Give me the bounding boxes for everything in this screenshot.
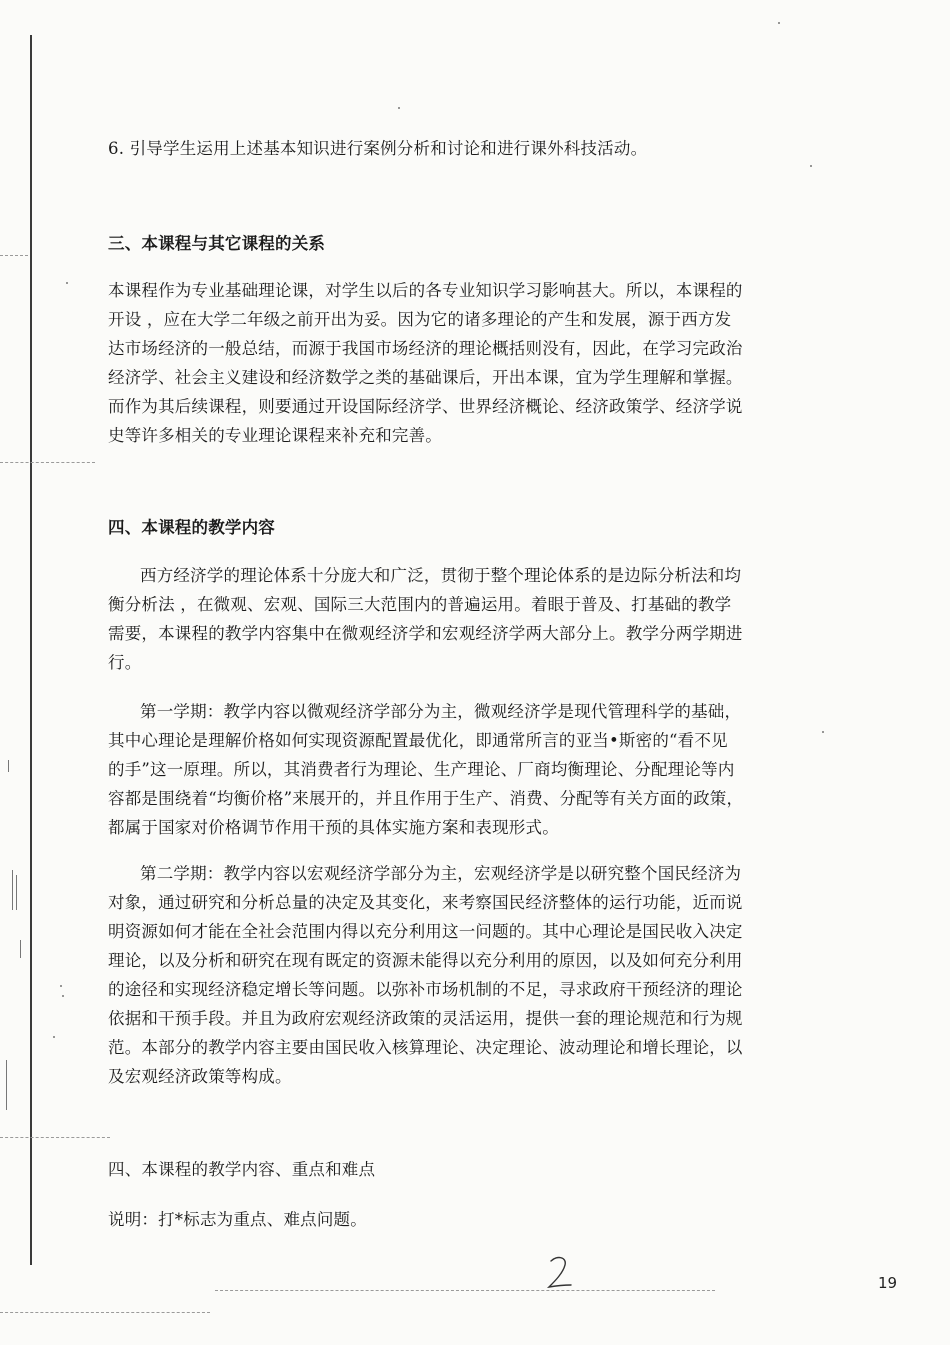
scan-speck [778,22,780,24]
section-4-intro-line: 需要，本课程的教学内容集中在微观经济学和宏观经济学两大部分上。教学分两学期进 [108,624,743,643]
scan-dash [0,1137,110,1139]
term-2-line: 理论，以及分析和研究在现有既定的资源未能得以充分利用的原因，以及如何充分利用 [108,951,743,970]
section-4b-heading: 四、本课程的教学内容、重点和难点 [108,1160,376,1179]
scan-speck [60,985,62,987]
section-3-line: 本课程作为专业基础理论课，对学生以后的各专业知识学习影响甚大。所以，本课程的 [108,281,743,300]
left-margin-rule [30,35,32,1265]
scan-speck [62,995,64,997]
section-3-line: 而作为其后续课程，则要通过开设国际经济学、世界经济概论、经济政策学、经济学说 [108,397,743,416]
scan-dash [0,1312,210,1314]
handwritten-page-mark [545,1253,575,1293]
term-2-line: 的途径和实现经济稳定增长等问题。以弥补市场机制的不足，寻求政府干预经济的理论 [108,980,743,999]
term-2-line: 范。本部分的教学内容主要由国民收入核算理论、决定理论、波动理论和增长理论，以 [108,1038,743,1057]
scan-speck [53,1036,55,1038]
scan-speck [810,165,812,167]
section-3-heading: 三、本课程与其它课程的关系 [108,234,326,253]
section-4-intro-line: 衡分析法 ，在微观、宏观、国际三大范围内的普遍运用。着眼于普及、打基础的教学 [108,595,732,614]
section-3-line: 经济学、社会主义建设和经济数学之类的基础课后，开出本课，宜为学生理解和掌握。 [108,368,743,387]
scan-tick [6,1060,7,1110]
section-4-heading: 四、本课程的教学内容 [108,518,275,537]
section-4-intro-line: 行。 [108,653,142,672]
section-4-intro-line: 西方经济学的理论体系十分庞大和广泛，贯彻于整个理论体系的是边际分析法和均 [140,566,742,585]
scan-dash [0,462,95,464]
scan-tick [20,940,21,958]
scan-tick [16,875,17,910]
scan-speck [66,282,68,284]
scan-dash [215,1290,715,1292]
scan-dash [0,255,28,257]
term-1-line: 都属于国家对价格调节作用干预的具体实施方案和表现形式。 [108,818,559,837]
section-3-line: 达市场经济的一般总结，而源于我国市场经济的理论概括则没有，因此，在学习完政治 [108,339,743,358]
section-4b-note: 说明：打*标志为重点、难点问题。 [108,1210,367,1229]
scan-speck [398,107,400,109]
term-2-line: 第二学期：教学内容以宏观经济学部分为主，宏观经济学是以研究整个国民经济为 [140,864,742,883]
term-2-line: 依据和干预手段。并且为政府宏观经济政策的灵活运用，提供一套的理论规范和行为规 [108,1009,743,1028]
scan-speck [822,731,824,733]
scan-tick [12,870,13,910]
term-2-line: 明资源如何才能在全社会范围内得以充分利用这一问题的。其中心理论是国民收入决定 [108,922,743,941]
section-3-line: 开设 ，应在大学二年级之前开出为妥。因为它的诸多理论的产生和发展，源于西方发 [108,310,732,329]
term-2-line: 对象，通过研究和分析总量的决定及其变化，来考察国民经济整体的运行功能，近而说 [108,893,743,912]
term-1-line: 的手”这一原理。所以，其消费者行为理论、生产理论、厂商均衡理论、分配理论等内 [108,760,735,779]
term-2-line: 及宏观经济政策等构成。 [108,1067,292,1086]
term-1-line: 第一学期：教学内容以微观经济学部分为主，微观经济学是现代管理科学的基础， [140,702,742,721]
term-1-line: 其中心理论是理解价格如何实现资源配置最优化，即通常所言的亚当•斯密的“看不见 [108,731,728,750]
term-1-line: 容都是围绕着“均衡价格”来展开的，并且作用于生产、消费、分配等有关方面的政策， [108,789,744,808]
section-3-line: 史等许多相关的专业理论课程来补充和完善。 [108,426,442,445]
page-number: 19 [878,1274,898,1292]
scan-tick [8,760,9,772]
list-item-6: 6. 引导学生运用上述基本知识进行案例分析和讨论和进行课外科技活动。 [108,139,648,158]
